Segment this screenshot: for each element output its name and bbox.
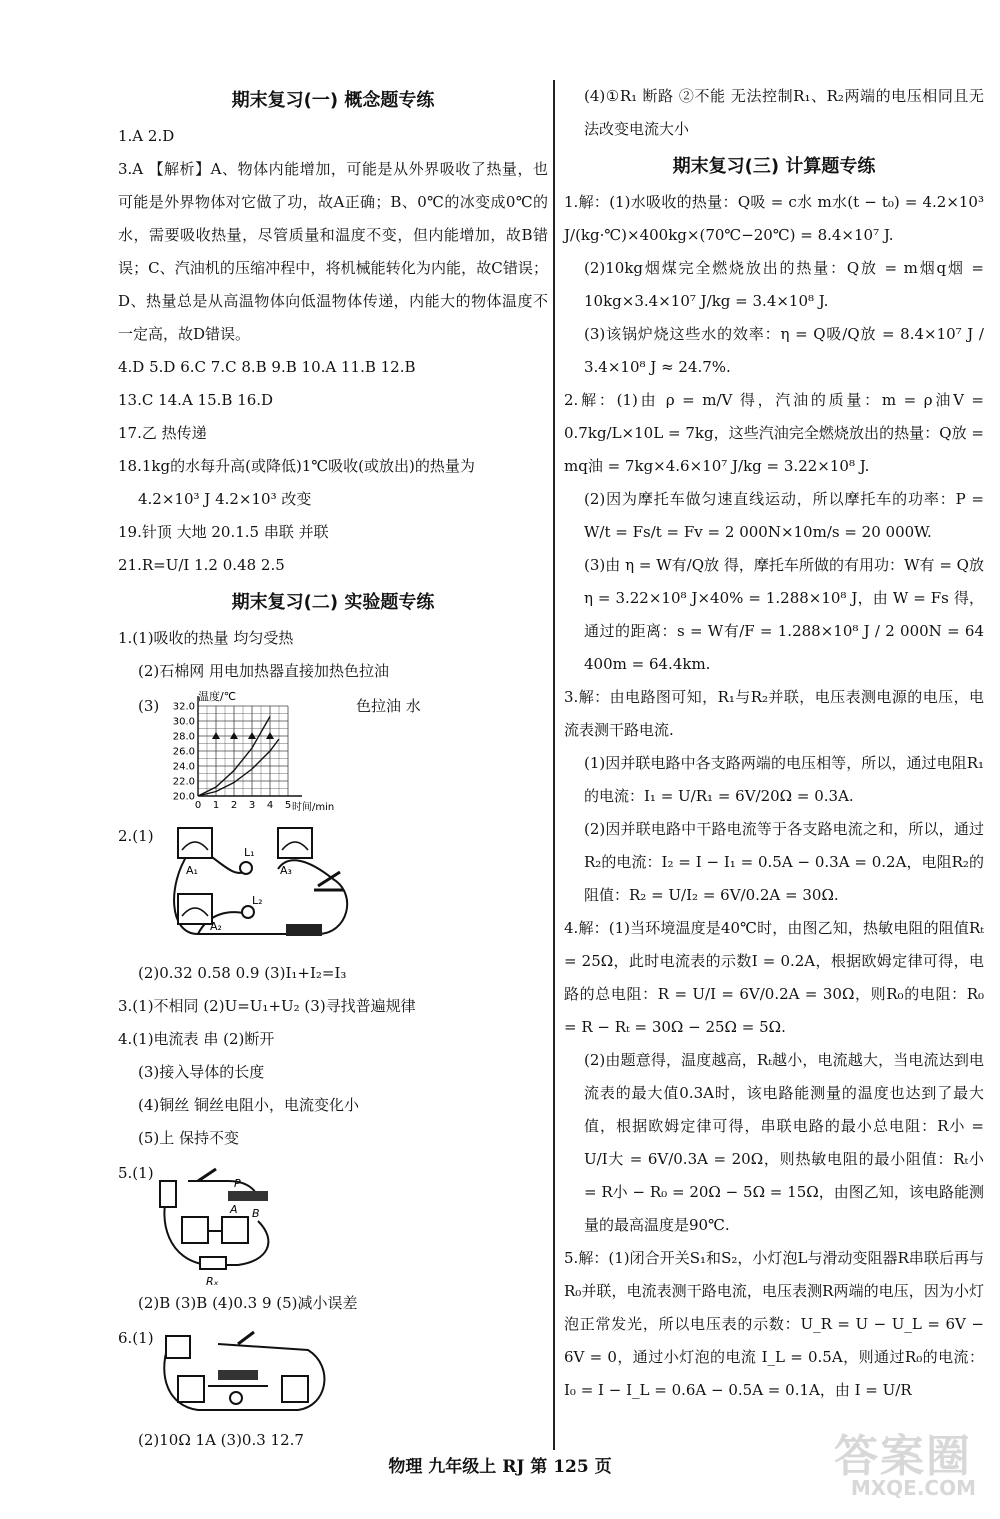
exp-4a: 4.(1)电流表 串 (2)断开 [118,1030,275,1048]
chart-grid [198,696,302,796]
battery-5 [160,1181,176,1207]
answer-17: 17.乙 热传递 [118,424,207,442]
lamp-6 [230,1392,242,1404]
section-title-3: 期末复习(三) 计算题专练 [672,156,876,177]
exp-6b: (2)10Ω 1A (3)0.3 12.7 [138,1431,304,1449]
right-column [564,80,984,1407]
temperature-chart [154,690,344,816]
calc-1b: (2)10kg烟煤完全燃烧放出的热量：Q放 = m烟q烟 = 10kg×3.4×10⁷ J/kg = 3.4×10⁸ J. [584,259,984,310]
chart-ticks [173,702,291,812]
meter-right [222,1217,248,1243]
exp-4b: (3)接入导体的长度 [138,1063,265,1081]
exp-6-label: 6.(1) [118,1329,154,1347]
calc-5a: 5.解：(1)闭合开关S₁和S₂，小灯泡L与滑动变阻器R串联后再与R₀并联，电流表测干路电流，电压表测R两端的电压，因为小灯泡正常发光，所以电压表的示数：U_R = U − U_L = 6V − 6V = 0，通过小灯泡的电流 I_L = 0.5A，则通过R₀的电流：I₀ = I − I_L = 0.6A − 0.5A = 0.1A，由 I = U/R [564,1249,984,1399]
lamp-l2 [242,906,254,918]
series-line-2 [198,739,279,796]
y-tick-label: 22.0 [172,776,195,788]
label-rx: Rₓ [206,1275,219,1287]
calc-2a: 2.解：(1)由 ρ = m/V 得，汽油的质量：m = ρ油V = 0.7kg/L×10L = 7kg，这些汽油完全燃烧放出的热量：Q放 = mq油 = 7kg×4.6×10⁷ J/kg = 3.22×10⁸ J. [564,391,984,475]
exp-6-row [118,1322,548,1422]
exp-1c-answer: 色拉油 水 [356,697,421,715]
x-tick-label: 1 [212,800,220,811]
circuit-diagram-6 [158,1326,338,1422]
answer-18b: 4.2×10³ J 4.2×10³ 改变 [138,490,312,508]
exp-2b: (2)0.32 0.58 0.9 (3)I₁+I₂=I₃ [138,964,347,982]
meter-left [182,1217,208,1243]
x-tick-label: 4 [266,800,274,811]
circuit-diagram-2 [168,824,368,954]
watermark-small: MXQE.COM [850,1476,976,1500]
answer-13-16: 13.C 14.A 15.B 16.D [118,391,274,409]
calc-3c: (2)因并联电路中干路电流等于各支路电流之和，所以，通过R₂的电流：I₂ = I − I₁ = 0.5A − 0.3A = 0.2A，电阻R₂的阻值：R₂ = U/I₂ = 6V/0.2A = 30Ω. [584,820,984,904]
calc-2c: (3)由 η = W有/Q放 得，摩托车所做的有用功：W有 = Q放η = 3.22×10⁸ J×40% = 1.288×10⁸ J，由 W = Fs 得，通过的距离：s = W有/F = 1.288×10⁸ J / 2 000N = 64 400m = 64.4km. [584,556,984,673]
ammeter-a2 [178,894,212,924]
y-tick-label: 24.0 [172,761,195,773]
label-p: P [234,1177,241,1190]
rheostat [228,1191,268,1201]
calc-1c: (3)该锅炉烧这些水的效率：η = Q吸/Q放 = 8.4×10⁷ J / 3.4×10⁸ J ≈ 24.7%. [584,325,984,376]
calc-3b: (1)因并联电路中各支路两端的电压相等，所以，通过电阻R₁的电流：I₁ = U/R₁ = 6V/20Ω = 0.3A. [584,754,984,805]
resistor-rx [200,1257,226,1269]
section-title-2: 期末复习(二) 实验题专练 [231,592,435,613]
calc-3a: 3.解：由电路图可知，R₁与R₂并联，电压表测电源的电压，电流表测干路电流. [564,688,984,739]
x-tick-label: 2 [230,800,238,811]
exp-3: 3.(1)不相同 (2)U=U₁+U₂ (3)寻找普遍规律 [118,997,416,1015]
label-l2: L₂ [252,894,263,907]
chart-ylabel: 温度/℃ [198,690,237,703]
y-tick-label: 26.0 [172,746,195,758]
answer-21: 21.R=U/I 1.2 0.48 2.5 [118,556,285,574]
switch-5 [198,1169,216,1181]
watermark-big: 答案圈 [834,1431,972,1482]
x-tick-label: 5 [284,800,292,811]
triangle-marker [230,732,238,739]
exp-5b: (2)B (3)B (4)0.3 9 (5)减小误差 [138,1294,358,1312]
exp-2-row [118,820,548,955]
y-tick-label: 32.0 [172,701,195,713]
y-tick-label: 30.0 [172,716,195,728]
circuit-diagram-5 [158,1161,298,1287]
label-a2: A₂ [210,920,222,933]
watermark-logo [812,1420,982,1510]
section-title-1: 期末复习(一) 概念题专练 [231,90,435,111]
label-l1: L₁ [244,846,255,859]
meter-6-right [282,1376,308,1402]
left-column [118,80,548,1457]
answer-1-2: 1.A 2.D [118,127,175,145]
triangle-marker [266,732,274,739]
x-tick-label: 0 [194,800,202,811]
lamp-l1 [240,862,252,874]
calc-1a: 1.解：(1)水吸收的热量：Q吸 = c水 m水(t − t₀) = 4.2×10³ J/(kg·℃)×400kg×(70℃−20℃) = 8.4×10⁷ J. [564,193,984,244]
exp-4d: (5)上 保持不变 [138,1129,240,1147]
answer-18a: 18.1kg的水每升高(或降低)1℃吸收(或放出)的热量为 [118,457,475,475]
exp-4c: (4)铜丝 铜丝电阻小，电流变化小 [138,1096,360,1114]
page-footer: 物理 九年级上 RJ 第 125 页 [388,1457,612,1477]
calc-4a: 4.解：(1)当环境温度是40℃时，由图乙知，热敏电阻的阻值Rₜ = 25Ω，此时电流表的示数I = 0.2A，根据欧姆定律可得，电路的总电阻：R = U/I = 6V/0.2A = 30Ω，则R₀的电阻：R₀ = R − Rₜ = 30Ω − 25Ω = 5Ω. [564,919,984,1036]
label-a3: A₃ [280,864,292,877]
y-tick-label: 20.0 [172,791,195,803]
y-tick-label: 28.0 [172,731,195,743]
answer-19-20: 19.针顶 大地 20.1.5 串联 并联 [118,523,329,541]
label-a1: A₁ [186,864,198,877]
exp-1a: 1.(1)吸收的热量 均匀受热 [118,629,294,647]
exp-1c-label: (3) [138,697,160,715]
rheostat-6 [218,1370,258,1380]
calc-4b: (2)由题意得，温度越高，Rₜ越小，电流越大，当电流达到电流表的最大值0.3A时，该电路能测量的温度也达到了最大值，根据欧姆定律可得，串联电路的最小总电阻：R小 = U/I大 = 6V/0.3A = 20Ω，则热敏电阻的最小阻值：Rₜ小 = R小 − R₀ = 20Ω − 5Ω = 15Ω，由图乙知，该电路能测量的最高温度是90℃. [584,1051,984,1234]
exp-5-row [118,1157,548,1287]
exp-2-label: 2.(1) [118,827,154,845]
answer-4-12: 4.D 5.D 6.C 7.C 8.B 9.B 10.A 11.B 12.B [118,358,416,376]
x-tick-label: 3 [248,800,256,811]
exp-5-label: 5.(1) [118,1164,154,1182]
chart-xlabel: 时间/min [292,802,335,813]
switch-6 [238,1332,254,1344]
exp-1b: (2)石棉网 用电加热器直接加热色拉油 [138,662,390,680]
exp-1c-row [138,690,548,818]
ammeter-a3 [278,828,312,858]
answer-3: 3.A 【解析】A、物体内能增加，可能是从外界吸收了热量，也可能是外界物体对它做了功，故A正确；B、0℃的冰变成0℃的水，需要吸收热量，尽管质量和温度不变，但内能增加，故B错误；C、汽油机的压缩冲程中，将机械能转化为内能，故C错误；D、热量总是从高温物体向低温物体传递，内能大的物体温度不一定高，故D错误。 [118,160,548,343]
triangle-marker [212,732,220,739]
label-b: B [252,1207,260,1220]
ammeter-a1 [178,828,212,858]
calc-2b: (2)因为摩托车做匀速直线运动，所以摩托车的功率：P = W/t = Fs/t = Fv = 2 000N×10m/s = 20 000W. [584,490,984,541]
battery [286,924,322,936]
battery-6 [166,1336,190,1358]
right-top-4: (4)①R₁ 断路 ②不能 无法控制R₁、R₂两端的电压相同且无法改变电流大小 [584,87,984,138]
column-divider [553,80,555,1450]
label-a: A [230,1203,238,1216]
triangle-marker [248,732,256,739]
meter-6-left [178,1376,204,1402]
